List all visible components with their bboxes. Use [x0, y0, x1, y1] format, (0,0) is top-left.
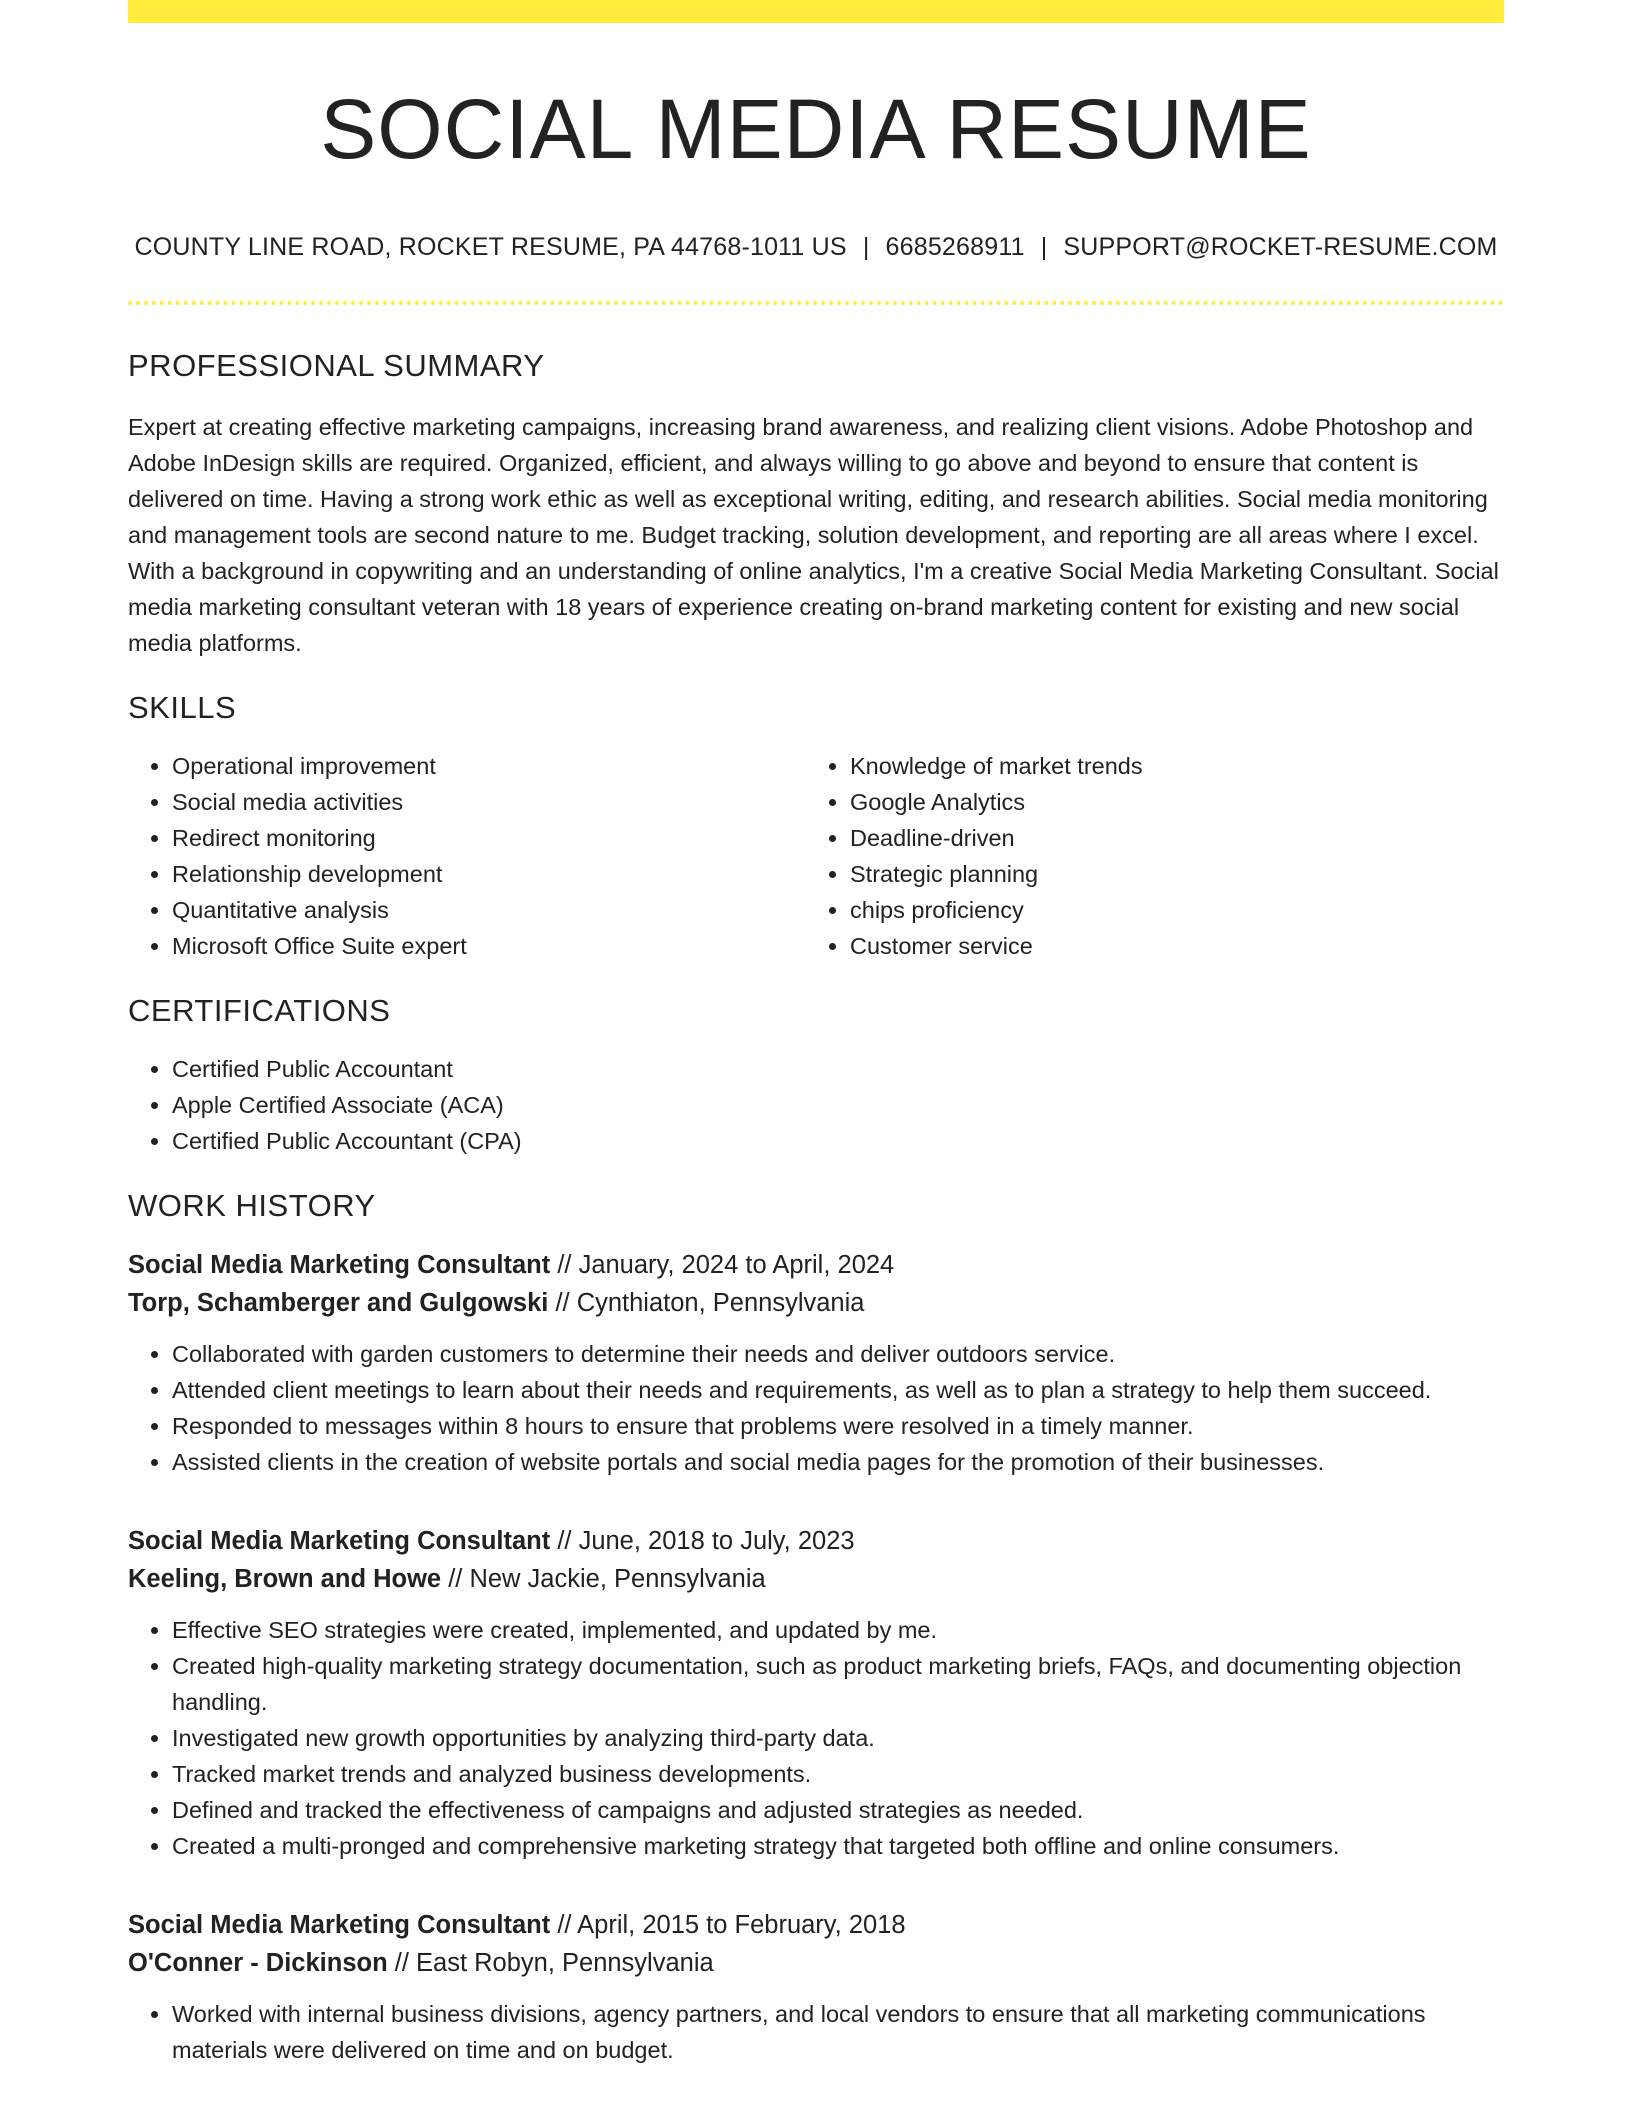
job-company: Torp, Schamberger and Gulgowski: [128, 1289, 549, 1318]
job-company-line: [128, 1944, 1504, 1982]
certification-item: • Certified Public Accountant: [172, 1051, 1504, 1087]
job-entry: [128, 1522, 1504, 1864]
job-company: Keeling, Brown and Howe: [128, 1565, 442, 1594]
job-location: // Cynthiaton, Pennsylvania: [548, 1289, 865, 1318]
skill-item: • Operational improvement: [172, 748, 806, 784]
skill-item: • Customer service: [850, 928, 1484, 964]
section-heading-skills: SKILLS: [128, 689, 237, 725]
contact-separator: |: [862, 233, 870, 262]
job-title: Social Media Marketing Consultant: [128, 1251, 551, 1280]
job-dates: // April, 2015 to February, 2018: [550, 1911, 906, 1940]
skill-item: • chips proficiency: [850, 892, 1484, 928]
skill-item: • Redirect monitoring: [172, 820, 806, 856]
job-bullet: • Responded to messages within 8 hours to ensure that problems were resolved in a timely manner.: [172, 1408, 1504, 1444]
skill-item: • Google Analytics: [850, 784, 1484, 820]
job-title-line: [128, 1246, 1504, 1284]
job-entry: [128, 1246, 1504, 1480]
contact-address: COUNTY LINE ROAD, ROCKET RESUME, PA 44768-1011 US: [134, 233, 847, 262]
summary-text: Expert at creating effective marketing campaigns, increasing brand awareness, and realizing client visions. Adobe Photoshop and Adobe InDesign skills are required. Organized, efficient, and always willing to go above and beyond to ensure that content is delivered on time. Having a strong work ethic as well as exceptional writing, editing, and research abilities. Social media monitoring and management tools are second nature to me. Budget tracking, solution development, and reporting are all areas where I excel. With a background in copywriting and an understanding of online analytics, I'm a creative Social Media Marketing Consultant. Social media marketing consultant veteran with 18 years of experience creating on-brand marketing content for existing and new social media platforms.: [128, 413, 1499, 656]
skills-column-left: [128, 748, 806, 964]
job-bullet: • Created a multi-pronged and comprehensive marketing strategy that targeted both offline and online consumers.: [172, 1828, 1504, 1864]
job-bullet: • Tracked market trends and analyzed business developments.: [172, 1756, 1504, 1792]
skill-item: • Quantitative analysis: [172, 892, 806, 928]
job-bullet: • Assisted clients in the creation of website portals and social media pages for the promotion of their businesses.: [172, 1444, 1504, 1480]
contact-email[interactable]: SUPPORT@ROCKET-RESUME.COM: [1063, 233, 1498, 262]
job-company-line: [128, 1284, 1504, 1322]
job-location: // New Jackie, Pennsylvania: [441, 1565, 766, 1594]
job-title-line: [128, 1522, 1504, 1560]
skill-item: • Relationship development: [172, 856, 806, 892]
job-dates: // June, 2018 to July, 2023: [550, 1527, 855, 1556]
certification-item: • Apple Certified Associate (ACA): [172, 1087, 1504, 1123]
section-heading-summary: PROFESSIONAL SUMMARY: [128, 348, 545, 384]
skill-item: • Knowledge of market trends: [850, 748, 1484, 784]
job-bullet: • Investigated new growth opportunities by analyzing third-party data.: [172, 1720, 1504, 1756]
section-heading-certifications: CERTIFICATIONS: [128, 992, 391, 1028]
top-accent-bar: [128, 0, 1504, 23]
job-bullet: • Attended client meetings to learn about their needs and requirements, as well as to plan a strategy to help them succeed.: [172, 1372, 1504, 1408]
job-location: // East Robyn, Pennsylvania: [387, 1949, 714, 1978]
section-heading-work-history: WORK HISTORY: [128, 1187, 376, 1223]
job-title-line: [128, 1906, 1504, 1944]
dotted-divider: [128, 301, 1504, 305]
skill-item: • Deadline-driven: [850, 820, 1484, 856]
certification-item: • Certified Public Accountant (CPA): [172, 1123, 1504, 1159]
skill-item: • Strategic planning: [850, 856, 1484, 892]
job-bullet: • Worked with internal business divisions, agency partners, and local vendors to ensure that all marketing communications materials were delivered on time and on budget.: [172, 1996, 1504, 2068]
job-dates: // January, 2024 to April, 2024: [550, 1251, 895, 1280]
skill-item: • Social media activities: [172, 784, 806, 820]
contact-separator: |: [1040, 233, 1048, 262]
resume-title: SOCIAL MEDIA RESUME: [320, 82, 1312, 176]
job-bullet: • Collaborated with garden customers to determine their needs and deliver outdoors service.: [172, 1336, 1504, 1372]
skills-column-right: [806, 748, 1484, 964]
job-bullets: [128, 1612, 1504, 1864]
resume-page: [128, 0, 1504, 2068]
job-company-line: [128, 1560, 1504, 1598]
job-bullets: [128, 1996, 1504, 2068]
job-bullet: • Defined and tracked the effectiveness of campaigns and adjusted strategies as needed.: [172, 1792, 1504, 1828]
skills-list: [128, 748, 1504, 964]
skill-item: • Microsoft Office Suite expert: [172, 928, 806, 964]
job-title: Social Media Marketing Consultant: [128, 1911, 551, 1940]
job-entry: [128, 1906, 1504, 2068]
job-bullet: • Created high-quality marketing strategy documentation, such as product marketing briefs, FAQs, and documenting objection handling.: [172, 1648, 1504, 1720]
job-title: Social Media Marketing Consultant: [128, 1527, 551, 1556]
contact-phone[interactable]: 6685268911: [885, 233, 1025, 262]
job-bullets: [128, 1336, 1504, 1480]
job-company: O'Conner - Dickinson: [128, 1949, 388, 1978]
certifications-list: [128, 1051, 1504, 1159]
job-bullet: • Effective SEO strategies were created, implemented, and updated by me.: [172, 1612, 1504, 1648]
contact-line: [128, 233, 1504, 262]
